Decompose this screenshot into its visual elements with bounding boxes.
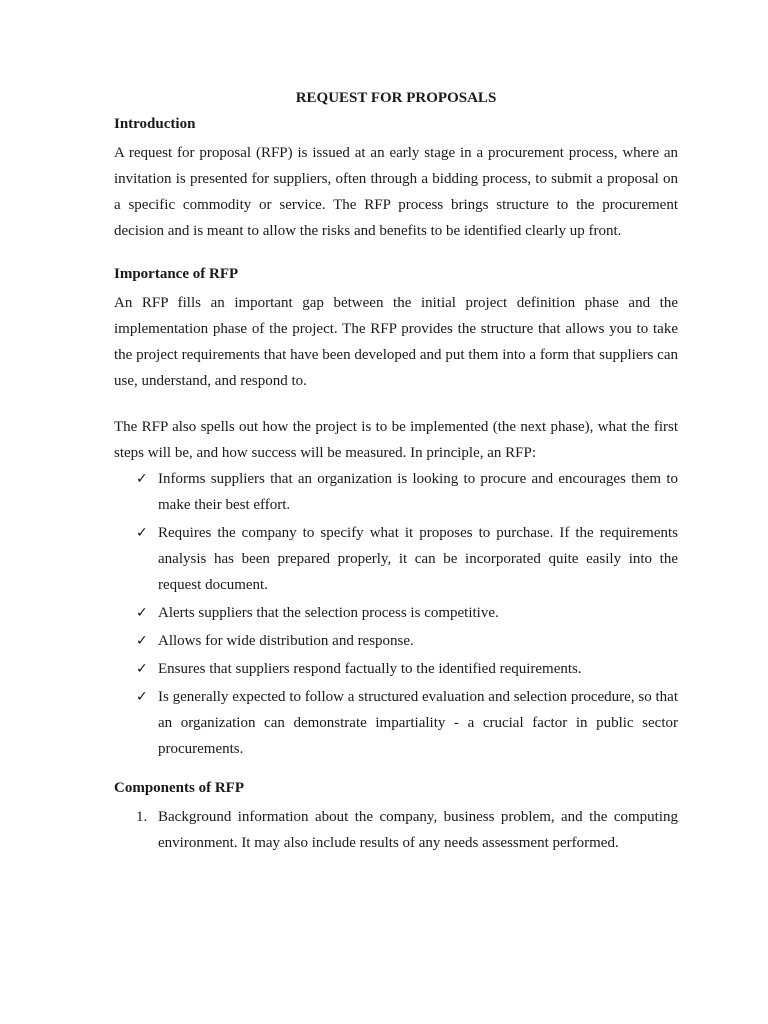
- check-icon: ✓: [136, 605, 148, 621]
- check-icon: ✓: [136, 661, 148, 677]
- list-item-text: Requires the company to specify what it proposes to purchase. If the requirements analysis has been prepared properly, it can be incorporated quite easily into the request document.: [158, 525, 678, 593]
- introduction-paragraph: A request for proposal (RFP) is issued at an early stage in a procurement process, where an invitation is presented for suppliers, often through a bidding process, to submit a proposal on a specific commodity or service. The RFP process brings structure to the procurement decision and is meant to allow the risks and benefits to be identified clearly up front.: [114, 145, 678, 239]
- document-page: [114, 88, 678, 858]
- list-item: [114, 466, 678, 518]
- importance-paragraph-2: The RFP also spells out how the project is to be implemented (the next phase), what the first steps will be, and how success will be measured. In principle, an RFP:: [114, 419, 678, 461]
- document-title: REQUEST FOR PROPOSALS: [295, 90, 497, 106]
- list-number: 1.: [136, 809, 148, 825]
- list-item-text: Allows for wide distribution and response.: [158, 633, 414, 649]
- components-list: [114, 804, 678, 856]
- list-item: [114, 684, 678, 762]
- list-item-text: Ensures that suppliers respond factually to the identified requirements.: [158, 661, 582, 677]
- list-item-text: Informs suppliers that an organization is looking to procure and encourages them to make their best effort.: [158, 471, 678, 513]
- list-item: [114, 600, 678, 626]
- list-item-text: Alerts suppliers that the selection process is competitive.: [158, 605, 499, 621]
- list-item: [114, 656, 678, 682]
- section-heading-components: Components of RFP: [114, 780, 244, 796]
- section-heading-introduction: Introduction: [114, 116, 196, 132]
- check-icon: ✓: [136, 633, 148, 649]
- list-item-text: Background information about the company, business problem, and the computing environment. It may also include results of any needs assessment performed.: [158, 809, 678, 851]
- list-item-text: Is generally expected to follow a structured evaluation and selection procedure, so that an organization can demonstrate impartiality - a crucial factor in public sector procurements.: [158, 689, 678, 757]
- list-item: [114, 520, 678, 598]
- list-item: [114, 804, 678, 856]
- check-icon: ✓: [136, 525, 148, 541]
- list-item: [114, 628, 678, 654]
- rfp-benefits-list: [114, 466, 678, 762]
- importance-paragraph-1: An RFP fills an important gap between the initial project definition phase and the implementation phase of the project. The RFP provides the structure that allows you to take the project requirements that have been developed and put them into a form that suppliers can use, understand, and respond to.: [114, 295, 678, 389]
- section-heading-importance: Importance of RFP: [114, 266, 239, 282]
- check-icon: ✓: [136, 471, 148, 487]
- check-icon: ✓: [136, 689, 148, 705]
